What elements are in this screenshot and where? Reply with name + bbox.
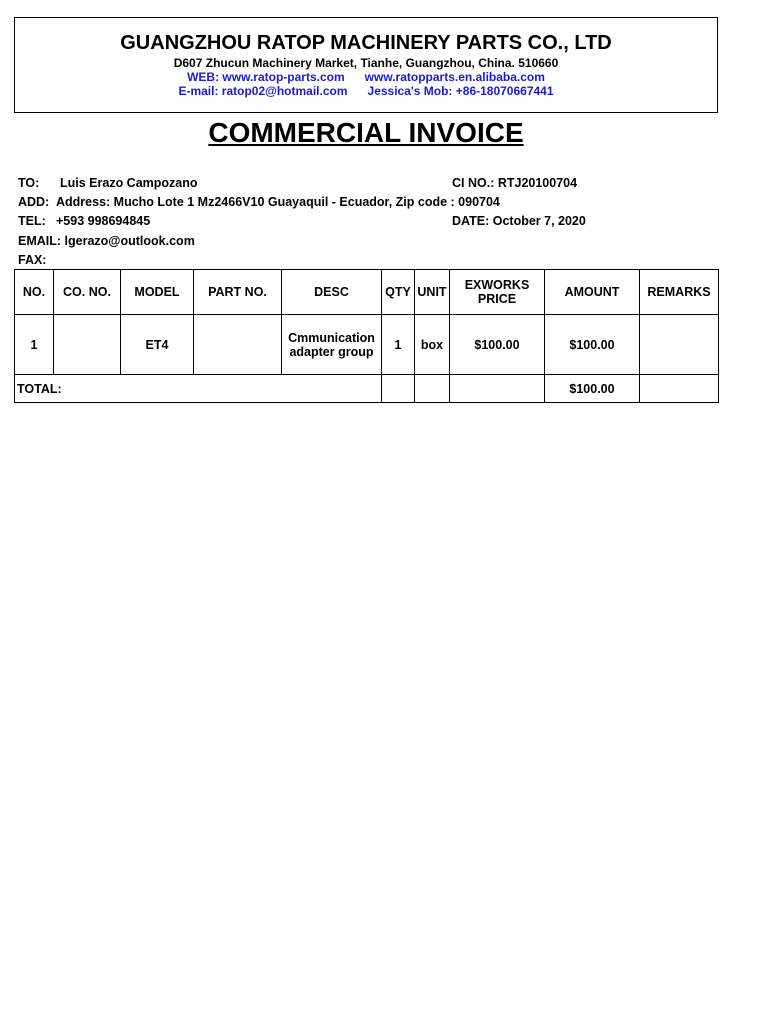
total-amount: $100.00: [545, 375, 640, 403]
cell-desc-line2: adapter group: [289, 344, 374, 359]
header-unit: UNIT: [415, 270, 450, 315]
company-alibaba-site: www.ratopparts.en.alibaba.com: [364, 70, 545, 84]
company-contact-line: [15, 84, 717, 98]
tel-label: TEL:: [18, 214, 46, 228]
header-qty: QTY: [382, 270, 415, 315]
cell-amount: $100.00: [545, 315, 640, 375]
header-desc: DESC: [282, 270, 382, 315]
cell-desc: [282, 315, 382, 375]
cell-price: $100.00: [450, 315, 545, 375]
header-price: [450, 270, 545, 315]
cell-remarks: [640, 315, 719, 375]
company-name: GUANGZHOU RATOP MACHINERY PARTS CO., LTD: [120, 32, 612, 54]
company-website: WEB: www.ratop-parts.com: [187, 70, 345, 84]
company-email: E-mail: ratop02@hotmail.com: [178, 84, 348, 98]
cell-desc-line1: Cmmunication: [288, 330, 375, 345]
buyer-fax-row: [18, 252, 46, 268]
tel-value: +593 998694845: [56, 214, 151, 228]
header-remarks: REMARKS: [640, 270, 719, 315]
buyer-tel-row: [18, 213, 150, 229]
total-label: TOTAL:: [15, 375, 382, 403]
fax-label: FAX:: [18, 253, 47, 267]
total-price-cell: [450, 375, 545, 403]
header-model: MODEL: [121, 270, 194, 315]
total-qty-cell: [382, 375, 415, 403]
company-web-line: [15, 70, 717, 84]
header-price-line1: EXWORKS: [464, 278, 530, 292]
buyer-to-row: [18, 175, 198, 191]
total-unit-cell: [415, 375, 450, 403]
email-label: EMAIL:: [18, 234, 62, 248]
table-header-row: [15, 270, 719, 315]
address-value: Address: Mucho Lote 1 Mz2466V10 Guayaquil - Ecuador, Zip code : 090704: [56, 195, 500, 209]
header-amount: AMOUNT: [545, 270, 640, 315]
company-header: [14, 17, 718, 113]
company-address: D607 Zhucun Machinery Market, Tianhe, Guangzhou, China. 510660: [173, 56, 559, 70]
cell-qty: 1: [382, 315, 415, 375]
to-value: Luis Erazo Campozano: [60, 176, 198, 190]
cell-part-no: [194, 315, 282, 375]
table-row: [15, 315, 719, 375]
header-part-no: PART NO.: [194, 270, 282, 315]
buyer-address-row: [18, 194, 500, 210]
cell-model: ET4: [121, 315, 194, 375]
table-total-row: [15, 375, 719, 403]
total-remarks-cell: [640, 375, 719, 403]
invoice-items-table: [14, 269, 719, 403]
address-label: ADD:: [18, 195, 50, 209]
header-price-line2: PRICE: [477, 292, 517, 306]
ci-number: CI NO.: RTJ20100704: [452, 176, 578, 190]
to-label: TO:: [18, 176, 40, 190]
cell-unit: box: [415, 315, 450, 375]
cell-no: 1: [15, 315, 54, 375]
invoice-date: DATE: October 7, 2020: [452, 214, 586, 228]
email-value: lgerazo@outlook.com: [64, 234, 195, 248]
cell-co-no: [54, 315, 121, 375]
document-title: COMMERCIAL INVOICE: [208, 117, 524, 148]
header-no: NO.: [15, 270, 54, 315]
company-mobile: Jessica's Mob: +86-18070667441: [367, 84, 554, 98]
buyer-email-row: [18, 233, 195, 249]
header-co-no: CO. NO.: [54, 270, 121, 315]
